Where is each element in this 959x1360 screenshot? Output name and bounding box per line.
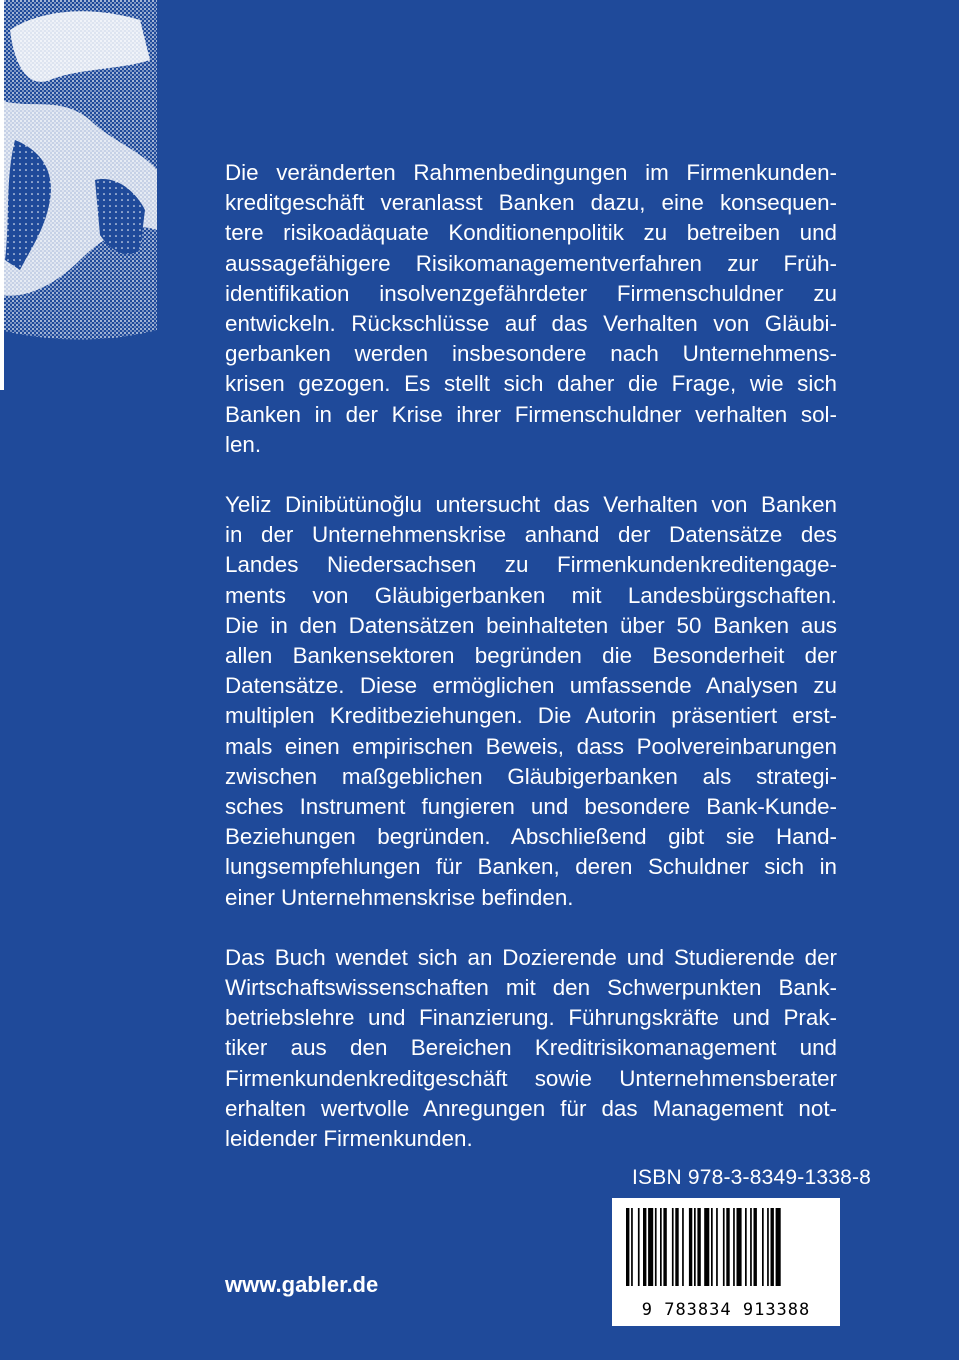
- barcode-bar: [672, 1208, 674, 1286]
- barcode-bar: [631, 1208, 633, 1286]
- barcode-bar: [750, 1208, 752, 1286]
- text-line: Yeliz Dinibütünoğlu untersucht das Verhalten von Banken: [225, 492, 837, 518]
- globe-illustration: [0, 0, 157, 390]
- text-line: gerbanken werden insbesondere nach Unternehmens-: [225, 341, 837, 367]
- paragraph-1: [225, 158, 837, 460]
- publisher-website: www.gabler.de: [225, 1272, 379, 1297]
- text-line: lungsempfehlungen für Banken, deren Schuldner sich in: [225, 854, 837, 880]
- text-line: ments von Gläubigerbanken mit Landesbürgschaften.: [225, 582, 837, 608]
- text-line: Banken in der Krise ihrer Firmenschuldner verhalten sol-: [225, 401, 837, 427]
- paragraph-2: [225, 490, 837, 913]
- text-line: entwickeln. Rückschlüsse auf das Verhalten von Gläubi-: [225, 311, 837, 337]
- barcode-bar: [726, 1208, 729, 1286]
- barcode-bar: [689, 1208, 692, 1286]
- barcode-bar: [655, 1208, 657, 1286]
- barcode-bar: [663, 1208, 666, 1286]
- barcode-bar: [745, 1208, 747, 1286]
- paragraph-3: [225, 943, 837, 1154]
- text-line: sches Instrument fungieren und besondere Bank-Kunde-: [225, 794, 837, 820]
- isbn-label: ISBN 978-3-8349-1338-8: [632, 1166, 872, 1189]
- barcode-bar: [675, 1208, 678, 1286]
- barcode-bar: [704, 1208, 709, 1286]
- globe-stipple-graphic: [0, 0, 157, 390]
- isbn-barcode: [612, 1198, 840, 1326]
- text-line: leidender Firmenkunden.: [225, 1126, 473, 1152]
- text-line: krisen gezogen. Es stellt sich daher die Frage, wie sich: [225, 371, 837, 397]
- text-line: allen Bankensektoren begründen die Besonderheit der: [225, 643, 837, 669]
- text-line: aussagefähigere Risikomanagementverfahren zur Früh-: [225, 250, 837, 276]
- barcode-bar: [767, 1208, 769, 1286]
- text-line: Die veränderten Rahmenbedingungen im Firmenkunden-: [225, 160, 837, 185]
- text-line: Das Buch wendet sich an Dozierende und Studierende der: [225, 944, 837, 970]
- barcode-bar: [694, 1208, 696, 1286]
- barcode-bar: [776, 1208, 781, 1286]
- text-line: mals einen empirischen Beweis, dass Poolvereinbarungen: [225, 733, 837, 759]
- barcode-bar: [762, 1208, 764, 1286]
- barcode-bar: [626, 1208, 629, 1286]
- text-line: einer Unternehmenskrise befinden.: [225, 884, 574, 910]
- text-line: erhalten wertvolle Anregungen für das Management not-: [225, 1095, 837, 1121]
- text-line: betriebslehre und Finanzierung. Führungskräfte und Prak-: [225, 1005, 837, 1031]
- barcode-bar: [648, 1208, 653, 1286]
- text-line: zwischen maßgeblichen Gläubigerbanken als strategi-: [225, 763, 837, 789]
- barcode-bar: [660, 1208, 662, 1286]
- text-line: tere risikoadäquate Konditionenpolitik zu betreiben und: [225, 220, 837, 246]
- text-line: multiplen Kreditbeziehungen. Die Autorin präsentiert erst-: [225, 703, 837, 729]
- barcode-bar: [711, 1208, 713, 1286]
- text-line: Landes Niedersachsen zu Firmenkundenkreditengage-: [225, 552, 837, 578]
- barcode-bar: [643, 1208, 646, 1286]
- text-line: Wirtschaftswissenschaften mit den Schwerpunkten Bank-: [225, 975, 837, 1001]
- text-line: in der Unternehmenskrise anhand der Datensätze des: [225, 522, 837, 548]
- barcode-bar: [716, 1208, 718, 1286]
- text-line: Beziehungen begründen. Abschließend gibt sie Hand-: [225, 824, 837, 850]
- barcode-bar: [723, 1208, 725, 1286]
- barcode-bar: [754, 1208, 757, 1286]
- text-line: tiker aus den Bereichen Kreditrisikomanagement und: [225, 1035, 837, 1061]
- barcode-bar: [771, 1208, 774, 1286]
- back-cover-text: [225, 158, 837, 1184]
- text-line: Datensätze. Diese ermöglichen umfassende Analysen zu: [225, 673, 837, 699]
- barcode-bar: [682, 1208, 684, 1286]
- barcode-bar: [638, 1208, 640, 1286]
- text-line: Firmenkundenkreditgeschäft sowie Unternehmensberater: [225, 1065, 837, 1091]
- text-line: len.: [225, 431, 262, 457]
- barcode-digits: 9 783834 913388: [641, 1300, 811, 1320]
- barcode-bar: [737, 1208, 742, 1286]
- barcode-bar: [697, 1208, 700, 1286]
- barcode-bar: [733, 1208, 735, 1286]
- barcode-bars: [612, 1198, 840, 1298]
- text-line: kreditgeschäft veranlasst Banken dazu, eine konsequen-: [225, 190, 837, 216]
- text-line: identifikation insolvenzgefährdeter Firmenschuldner zu: [225, 280, 837, 306]
- text-line: Die in den Datensätzen beinhalteten über 50 Banken aus: [225, 612, 837, 638]
